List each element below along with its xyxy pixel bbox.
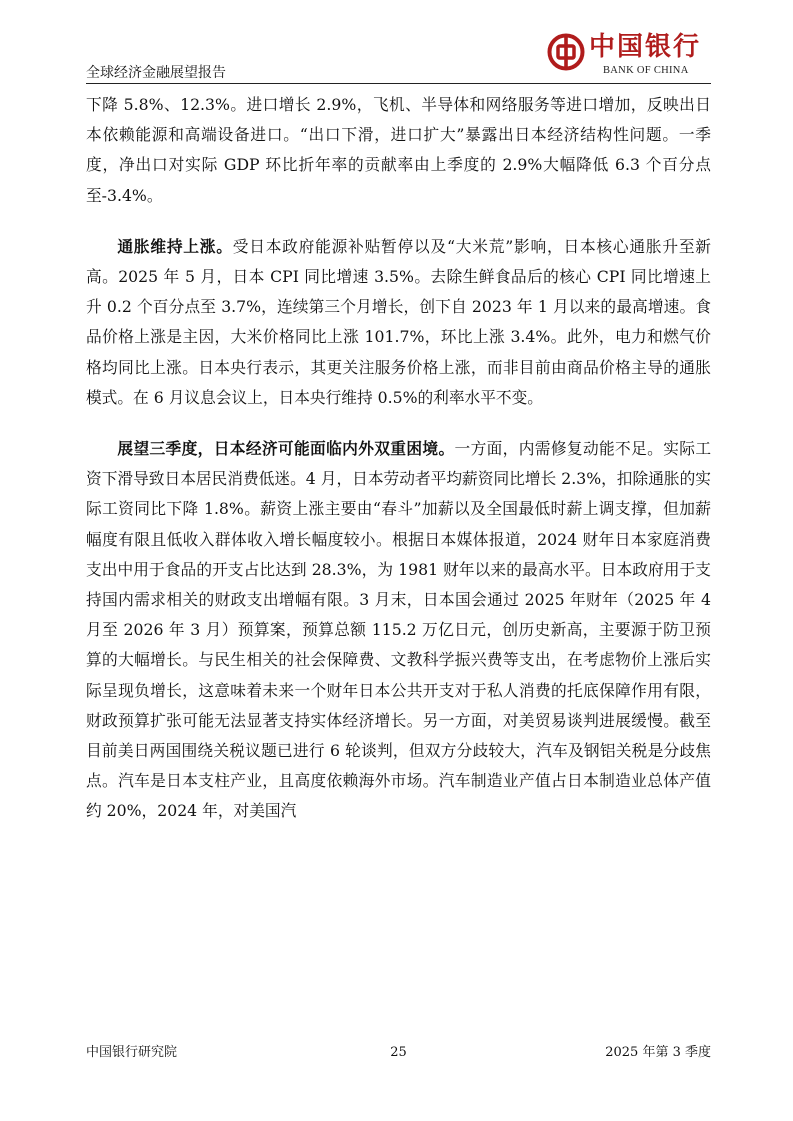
paragraph-trade xyxy=(86,90,711,211)
bank-logo xyxy=(547,32,711,80)
paragraph-lead: 通胀维持上涨。 xyxy=(117,236,233,256)
footer-period: 2025 年第 3 季度 xyxy=(605,1045,711,1060)
paragraph-outlook xyxy=(86,434,711,827)
page-header xyxy=(86,32,711,84)
paragraph-lead: 展望三季度，日本经济可能面临内外双重困境。 xyxy=(117,439,455,459)
footer-institute: 中国银行研究院 xyxy=(86,1045,178,1060)
bank-emblem-icon xyxy=(547,33,585,71)
report-title: 全球经济金融展望报告 xyxy=(86,65,226,81)
page-footer xyxy=(86,1044,711,1064)
paragraph-inflation xyxy=(86,232,711,413)
paragraph-body: 下降 5.8%、12.3%。进口增长 2.9%，飞机、半导体和网络服务等进口增加，反映出日本依赖能源和高端设备进口。“出口下滑，进口扩大”暴露出日本经济结构性问题。一季度，净出口对实际 GDP 环比折年率的贡献率由上季度的 2.9%大幅降低 6.3 个百分点至-3.4%。 xyxy=(86,95,711,205)
paragraph-body: 一方面，内需修复动能不足。实际工资下滑导致日本居民消费低迷。4 月，日本劳动者平均薪资同比增长 2.3%，扣除通胀的实际工资同比下降 1.8%。薪资上涨主要由“春斗”加薪以及全国最低时薪上调支撑，但加薪幅度有限且低收入群体收入增长幅度较小。根据日本媒体报道，2024 财年日本家庭消费支出中用于食品的开支占比达到 28.3%，为 1981 财年以来的最高水平。日本政府用于支持国内需求相关的财政支出增幅有限。3 月末，日本国会通过 2025 年财年（2025 年 4 月至 2026 年 3 月）预算案，预算总额 115.2 万亿日元，创历史新高，主要源于防卫预算的大幅增长。与民生相关的社会保障费、文教科学振兴费等支出，在考虑物价上涨后实际呈现负增长，这意味着未来一个财年日本公共开支对于私人消费的托底保障作用有限，财政预算扩张可能无法显著支持实体经济增长。另一方面，对美贸易谈判进展缓慢。截至目前美日两国围绕关税议题已进行 6 轮谈判，但双方分歧较大，汽车及钢铝关税是分歧焦点。汽车是日本支柱产业，且高度依赖海外市场。汽车制造业产值占日本制造业总体产值约 20%，2024 年，对美国汽 xyxy=(86,439,712,821)
body-text xyxy=(86,90,711,827)
header-divider xyxy=(86,83,711,84)
page-number: 25 xyxy=(390,1045,407,1060)
logo-chinese-name: 中国银行 xyxy=(589,32,702,62)
paragraph-body: 受日本政府能源补贴暂停以及“大米荒”影响，日本核心通胀升至新高。2025 年 5 月，日本 CPI 同比增速 3.5%。去除生鲜食品后的核心 CPI 同比增速上升 0.2 个百分点至 3.7%，连续第三个月增长，创下自 2023 年 1 月以来的最高增速。食品价格上涨是主因，大米价格同比上涨 101.7%，环比上涨 3.4%。此外，电力和燃气价格均同比上涨。日本央行表示，其更关注服务价格上涨，而非目前由商品价格主导的通胀模式。在 6 月议息会议上，日本央行维持 0.5%的利率水平不变。 xyxy=(86,236,711,407)
logo-english-name: BANK OF CHINA xyxy=(603,65,689,76)
